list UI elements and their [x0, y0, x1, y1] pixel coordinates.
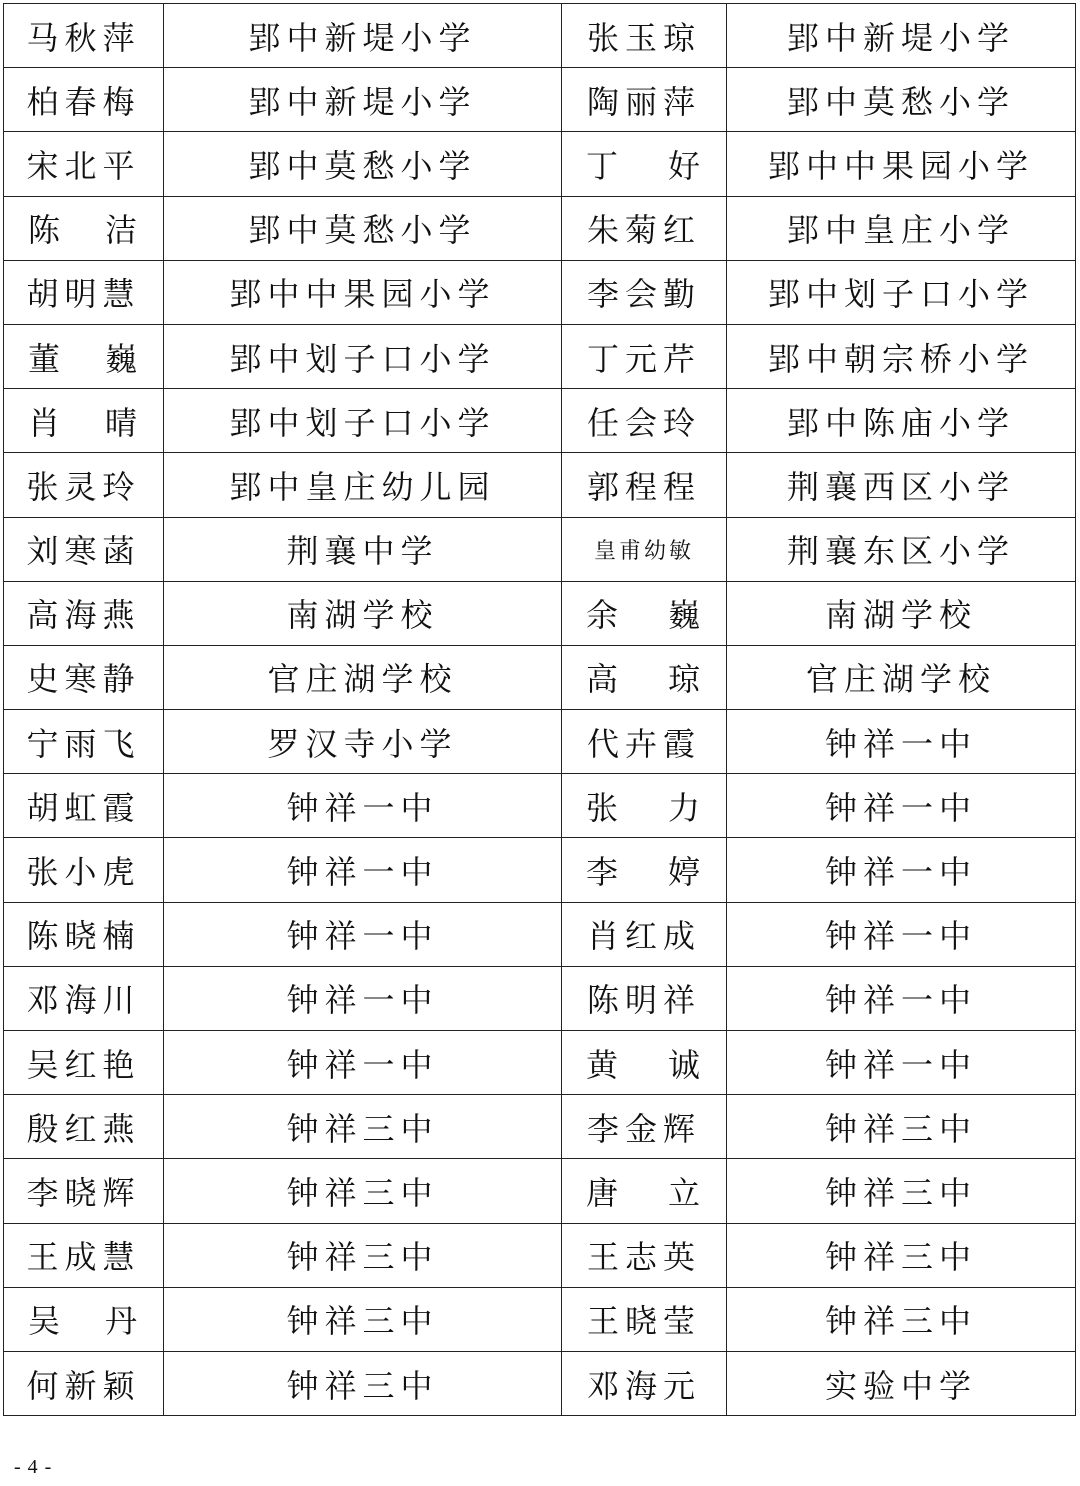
school-name-cell: 钟祥一中	[164, 1031, 562, 1095]
teacher-name-cell: 宋北平	[4, 132, 164, 196]
table-row	[4, 196, 1076, 260]
school-name-cell: 钟祥三中	[164, 1351, 562, 1415]
teacher-name-cell: 董 巍	[4, 324, 164, 388]
school-name-cell: 实验中学	[727, 1351, 1076, 1415]
teacher-name-cell: 肖 晴	[4, 389, 164, 453]
teacher-name-cell: 吴 丹	[4, 1287, 164, 1351]
page-number: - 4 -	[14, 1456, 53, 1478]
teacher-name-cell: 吴红艳	[4, 1031, 164, 1095]
school-name-cell: 钟祥一中	[727, 710, 1076, 774]
table-row	[4, 1351, 1076, 1415]
school-name-cell: 荆襄西区小学	[727, 453, 1076, 517]
school-name-cell: 郢中皇庄小学	[727, 196, 1076, 260]
teacher-name-cell: 唐 立	[562, 1159, 727, 1223]
school-name-cell: 钟祥三中	[164, 1287, 562, 1351]
table-row	[4, 774, 1076, 838]
teacher-name-cell: 任会玲	[562, 389, 727, 453]
school-name-cell: 钟祥三中	[164, 1223, 562, 1287]
school-name-cell: 郢中划子口小学	[727, 260, 1076, 324]
school-name-cell: 罗汉寺小学	[164, 710, 562, 774]
school-name-cell: 钟祥一中	[164, 966, 562, 1030]
school-name-cell: 官庄湖学校	[164, 645, 562, 709]
teacher-name-cell: 皇甫幼敏	[562, 517, 727, 581]
school-name-cell: 南湖学校	[164, 581, 562, 645]
school-name-cell: 钟祥三中	[164, 1159, 562, 1223]
school-name-cell: 钟祥三中	[727, 1159, 1076, 1223]
school-name-cell: 荆襄东区小学	[727, 517, 1076, 581]
teacher-name-cell: 陈明祥	[562, 966, 727, 1030]
teacher-name-cell: 马秋萍	[4, 4, 164, 68]
school-name-cell: 钟祥一中	[727, 774, 1076, 838]
school-name-cell: 南湖学校	[727, 581, 1076, 645]
teacher-name-cell: 史寒静	[4, 645, 164, 709]
teacher-name-cell: 李 婷	[562, 838, 727, 902]
table-row	[4, 260, 1076, 324]
school-name-cell: 郢中莫愁小学	[164, 196, 562, 260]
teacher-name-cell: 黄 诚	[562, 1031, 727, 1095]
teacher-name-cell: 宁雨飞	[4, 710, 164, 774]
school-name-cell: 郢中新堤小学	[164, 4, 562, 68]
table-row	[4, 4, 1076, 68]
table-row	[4, 645, 1076, 709]
table-row	[4, 1287, 1076, 1351]
school-name-cell: 郢中新堤小学	[727, 4, 1076, 68]
school-name-cell: 钟祥一中	[164, 774, 562, 838]
school-name-cell: 荆襄中学	[164, 517, 562, 581]
teacher-name-cell: 刘寒菡	[4, 517, 164, 581]
teacher-name-cell: 张灵玲	[4, 453, 164, 517]
teacher-name-cell: 李会勤	[562, 260, 727, 324]
table-row	[4, 902, 1076, 966]
teacher-name-cell: 肖红成	[562, 902, 727, 966]
school-name-cell: 钟祥一中	[164, 902, 562, 966]
teacher-name-cell: 张小虎	[4, 838, 164, 902]
table-row	[4, 1223, 1076, 1287]
table-row	[4, 1031, 1076, 1095]
school-name-cell: 郢中中果园小学	[727, 132, 1076, 196]
teacher-name-cell: 王晓莹	[562, 1287, 727, 1351]
school-name-cell: 郢中划子口小学	[164, 389, 562, 453]
roster-body	[4, 4, 1076, 1416]
school-name-cell: 郢中皇庄幼儿园	[164, 453, 562, 517]
table-row	[4, 68, 1076, 132]
table-row	[4, 132, 1076, 196]
teacher-name-cell: 邓海川	[4, 966, 164, 1030]
school-name-cell: 钟祥一中	[164, 838, 562, 902]
school-name-cell: 钟祥三中	[727, 1223, 1076, 1287]
table-row	[4, 838, 1076, 902]
teacher-name-cell: 何新颖	[4, 1351, 164, 1415]
school-name-cell: 郢中陈庙小学	[727, 389, 1076, 453]
teacher-name-cell: 胡明慧	[4, 260, 164, 324]
school-name-cell: 郢中莫愁小学	[164, 132, 562, 196]
teacher-name-cell: 代卉霞	[562, 710, 727, 774]
table-row	[4, 1159, 1076, 1223]
school-name-cell: 钟祥三中	[164, 1095, 562, 1159]
school-name-cell: 钟祥三中	[727, 1287, 1076, 1351]
teacher-name-cell: 陈 洁	[4, 196, 164, 260]
teacher-name-cell: 丁元芹	[562, 324, 727, 388]
teacher-name-cell: 胡虹霞	[4, 774, 164, 838]
school-name-cell: 钟祥一中	[727, 1031, 1076, 1095]
table-row	[4, 389, 1076, 453]
table-row	[4, 581, 1076, 645]
table-row	[4, 517, 1076, 581]
school-name-cell: 钟祥一中	[727, 902, 1076, 966]
table-row	[4, 453, 1076, 517]
teacher-name-cell: 陈晓楠	[4, 902, 164, 966]
teacher-name-cell: 殷红燕	[4, 1095, 164, 1159]
teacher-name-cell: 陶丽萍	[562, 68, 727, 132]
teacher-name-cell: 王成慧	[4, 1223, 164, 1287]
teacher-name-cell: 张 力	[562, 774, 727, 838]
roster-table	[3, 3, 1076, 1416]
teacher-name-cell: 邓海元	[562, 1351, 727, 1415]
school-name-cell: 郢中朝宗桥小学	[727, 324, 1076, 388]
school-name-cell: 钟祥三中	[727, 1095, 1076, 1159]
teacher-name-cell: 高 琼	[562, 645, 727, 709]
teacher-name-cell: 李金辉	[562, 1095, 727, 1159]
school-name-cell: 钟祥一中	[727, 838, 1076, 902]
teacher-name-cell: 丁 好	[562, 132, 727, 196]
table-row	[4, 1095, 1076, 1159]
teacher-name-cell: 张玉琼	[562, 4, 727, 68]
teacher-name-cell: 柏春梅	[4, 68, 164, 132]
table-row	[4, 324, 1076, 388]
teacher-name-cell: 高海燕	[4, 581, 164, 645]
school-name-cell: 郢中划子口小学	[164, 324, 562, 388]
school-name-cell: 郢中莫愁小学	[727, 68, 1076, 132]
teacher-name-cell: 郭程程	[562, 453, 727, 517]
teacher-name-cell: 王志英	[562, 1223, 727, 1287]
school-name-cell: 郢中中果园小学	[164, 260, 562, 324]
teacher-name-cell: 余 巍	[562, 581, 727, 645]
table-row	[4, 966, 1076, 1030]
school-name-cell: 郢中新堤小学	[164, 68, 562, 132]
teacher-name-cell: 朱菊红	[562, 196, 727, 260]
school-name-cell: 官庄湖学校	[727, 645, 1076, 709]
table-row	[4, 710, 1076, 774]
school-name-cell: 钟祥一中	[727, 966, 1076, 1030]
teacher-name-cell: 李晓辉	[4, 1159, 164, 1223]
